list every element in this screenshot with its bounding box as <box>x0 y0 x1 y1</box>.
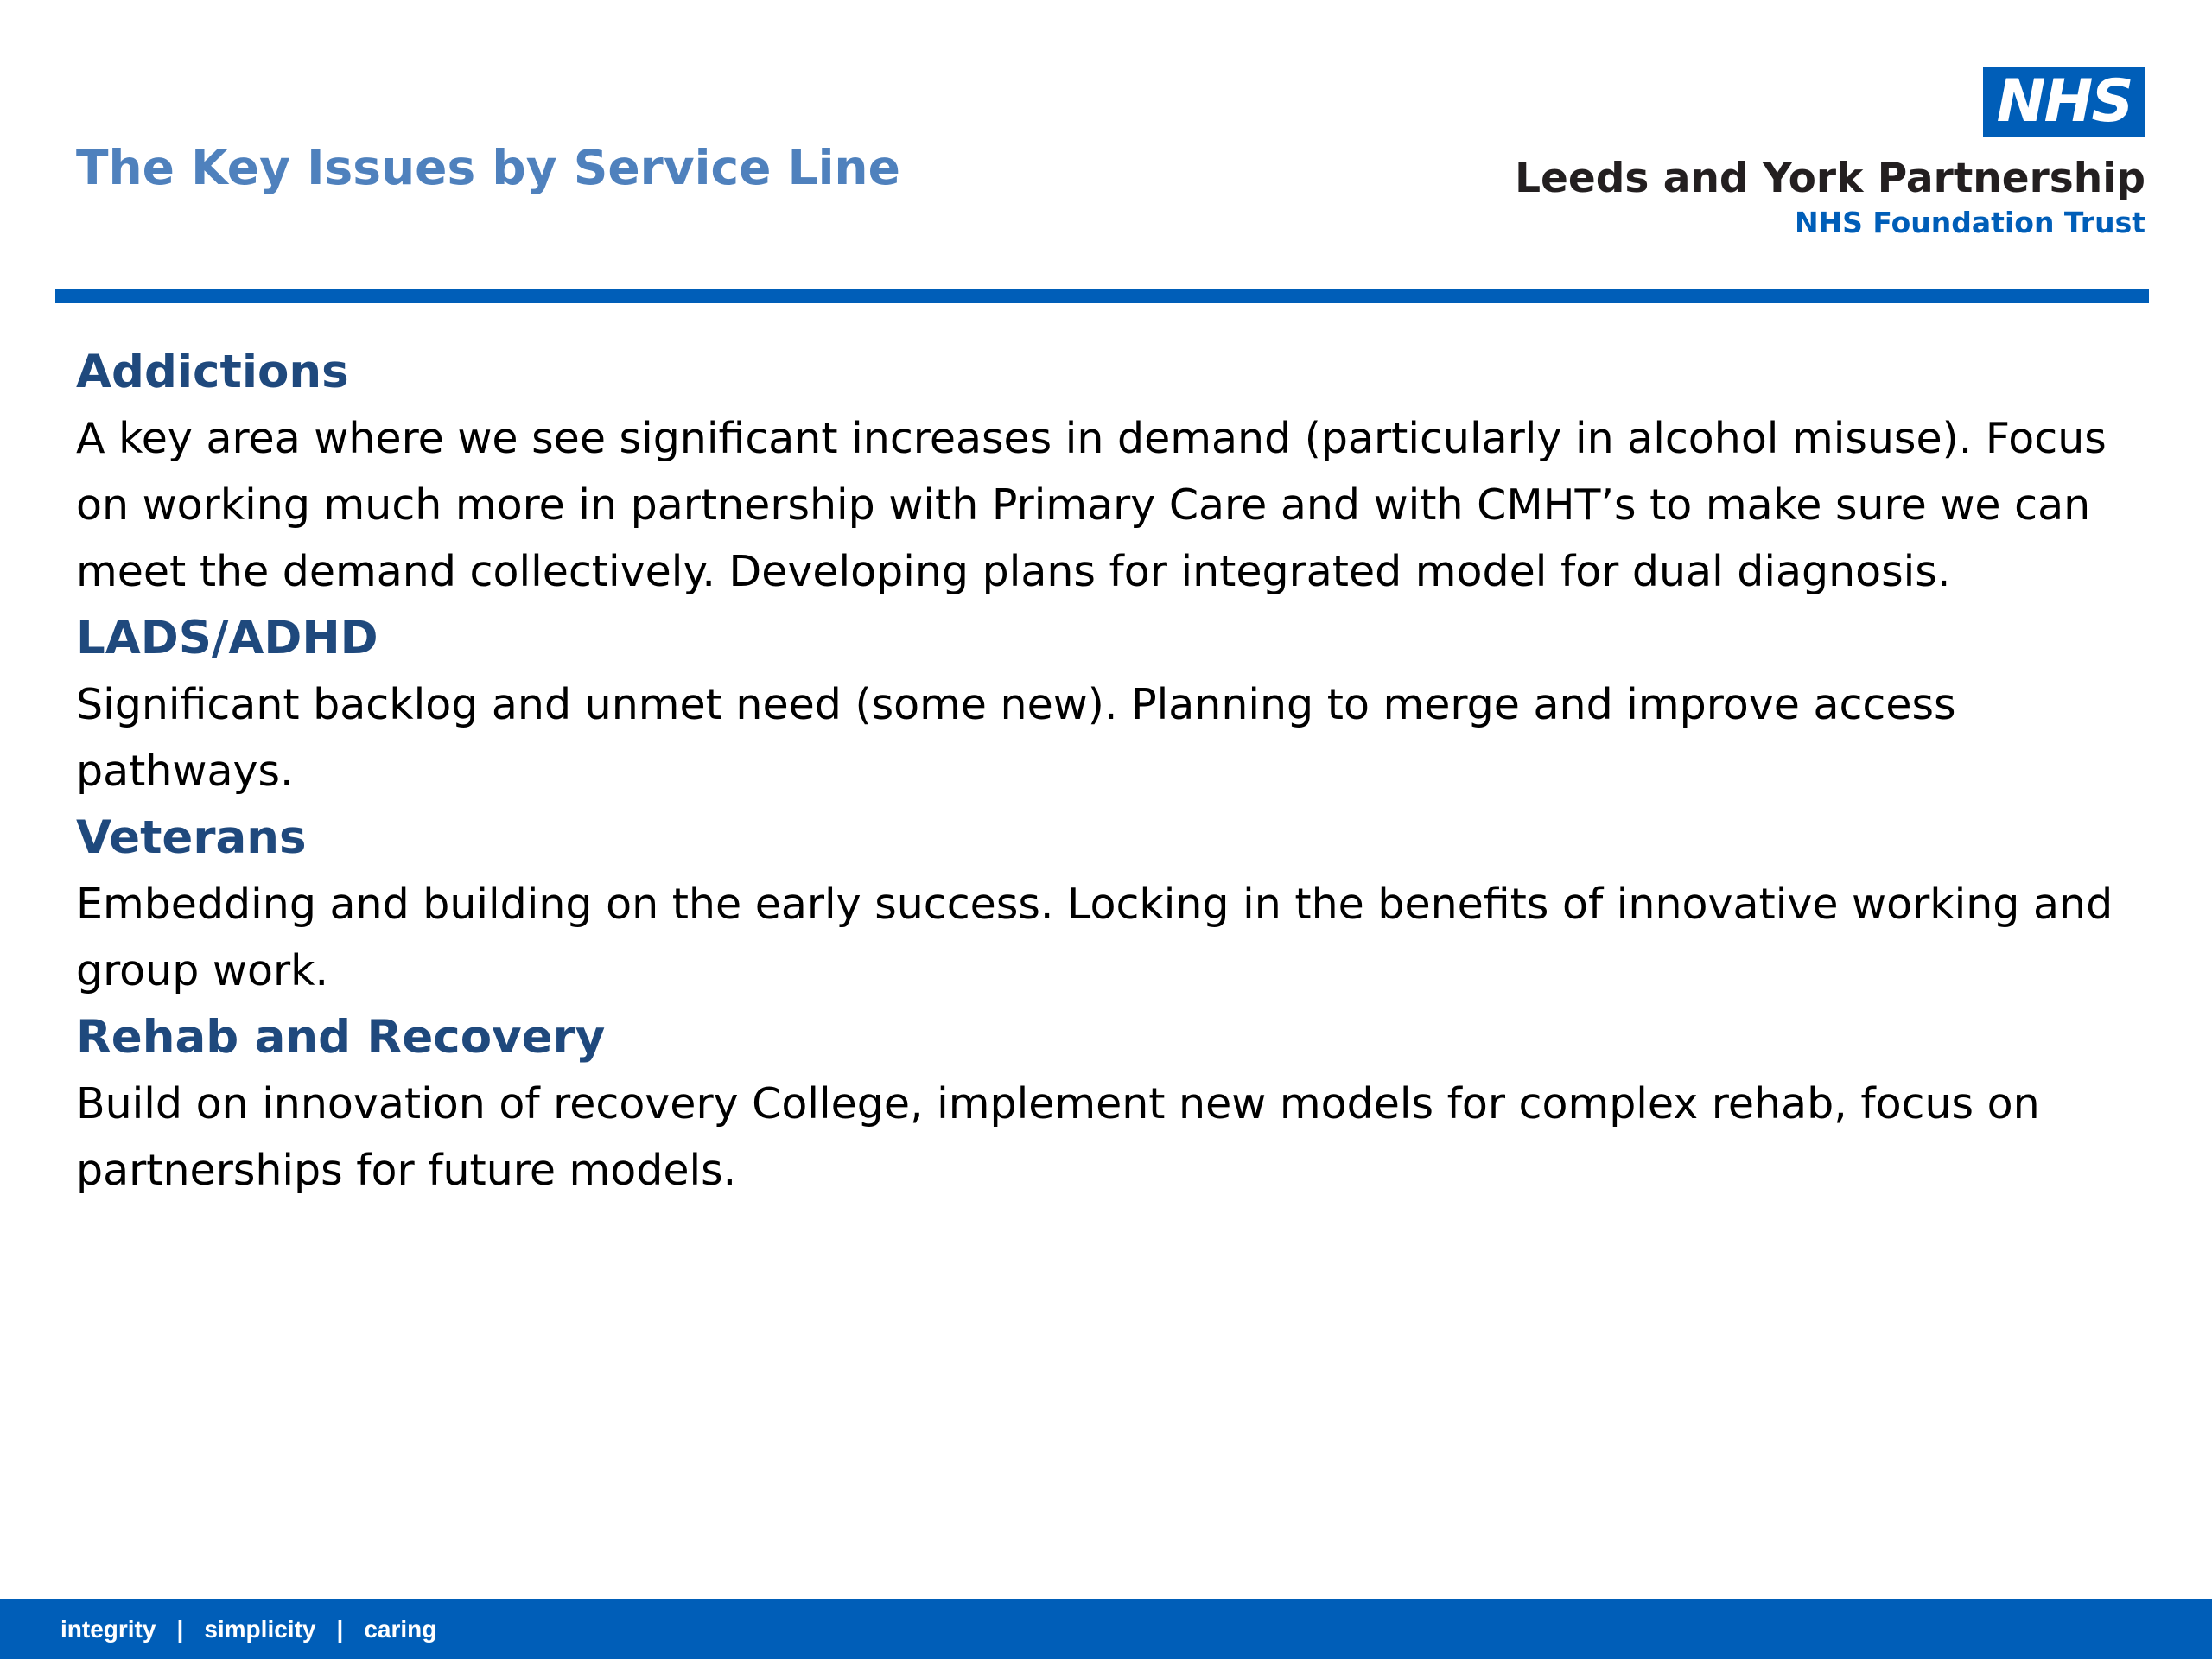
slide-content <box>76 339 2167 1204</box>
footer-separator: | <box>336 1616 344 1643</box>
section-heading: Veterans <box>76 811 307 864</box>
section-lads-adhd <box>76 605 2167 804</box>
section-body: Build on innovation of recovery College, implement new models for complex rehab, focus on partnerships for future models. <box>76 1079 2040 1195</box>
header-divider <box>55 289 2149 303</box>
section-body: Significant backlog and unmet need (some new). Planning to merge and improve access pathways. <box>76 680 1956 796</box>
section-heading: Rehab and Recovery <box>76 1011 606 1064</box>
section-body: Embedding and building on the early success. Locking in the benefits of innovative working and group work. <box>76 880 2113 995</box>
section-heading: LADS/ADHD <box>76 612 378 664</box>
footer-value-integrity: integrity <box>60 1616 156 1643</box>
footer-bar <box>0 1599 2212 1659</box>
section-body: A key area where we see significant increases in demand (particularly in alcohol misuse). Focus on working much more in partnership with Primary Care and with CMHT’s to make sure we can meet the demand collectively. Developing plans for integrated model for dual diagnosis. <box>76 414 2107 596</box>
footer-values <box>60 1599 436 1659</box>
organisation-subtitle: NHS Foundation Trust <box>1794 206 2145 239</box>
nhs-trust-logo <box>1515 67 2145 240</box>
footer-separator: | <box>176 1616 184 1643</box>
footer-value-simplicity: simplicity <box>204 1616 316 1643</box>
section-veterans <box>76 804 2167 1004</box>
nhs-badge-logo: NHS <box>1983 67 2145 137</box>
slide-title: The Key Issues by Service Line <box>76 140 900 195</box>
section-rehab-recovery <box>76 1004 2167 1204</box>
section-addictions <box>76 339 2167 605</box>
section-heading: Addictions <box>76 346 349 398</box>
footer-value-caring: caring <box>364 1616 437 1643</box>
organisation-name: Leeds and York Partnership <box>1515 155 2145 202</box>
